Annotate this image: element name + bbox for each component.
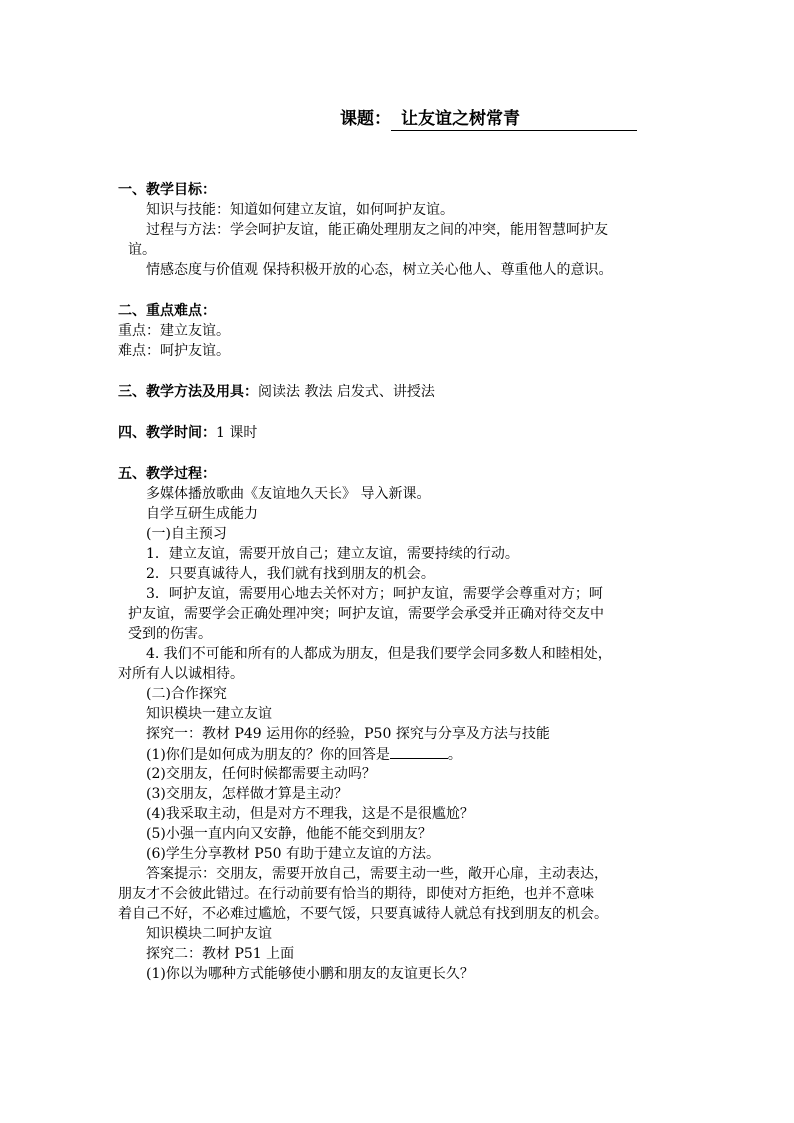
inquiry-two: 探究二：教材 P51 上面 [146,946,295,962]
spacer [118,443,684,464]
objective-process: 过程与方法：学会呵护友谊，能正确处理朋友之间的冲突，能用智慧呵护友 [146,222,608,238]
difficult-point: 难点：呵护友谊。 [118,343,230,359]
section-heading-time: 四、教学时间： [118,425,216,441]
question-item: (6)学生分享教材 P50 有助于建立友谊的方法。 [146,846,440,862]
question-text: (1)你们是如何成为朋友的？你的回答是 [146,747,390,763]
question-item: (4)我采取主动，但是对方不理我，这是不是很尴尬？ [146,806,474,822]
question-end: 。 [447,747,462,763]
preview-item: 4. 我们不可能和所有的人都成为朋友，但是我们要学会同多数人和睦相处， [146,646,612,662]
section-heading-methods: 三、教学方法及用具： [118,384,258,400]
objective-process-cont: 谊。 [128,242,156,258]
preview-item: 2．只要真诚待人，我们就有找到朋友的机会。 [146,566,435,582]
answer-hint: 答案提示：交朋友，需要开放自己，需要主动一些，敞开心扉，主动表达， [146,866,608,882]
process-preview-heading: (一)自主预习 [146,526,227,542]
preview-item-cont: 对所有人以诚相待。 [118,666,244,682]
section-methods [118,382,684,402]
answer-blank[interactable] [390,744,448,759]
module-two-heading: 知识模块二呵护友谊 [146,926,272,942]
process-intro: 多媒体播放歌曲《友谊地久天长》 导入新课。 [146,486,431,502]
preview-item: 1．建立友谊，需要开放自己；建立友谊，需要持续的行动。 [146,546,519,562]
lesson-title [340,104,637,131]
question-item: (5)小强一直内向又安静，他能不能交到朋友？ [146,826,432,842]
methods-text: 阅读法 教法 启发式、讲授法 [258,384,435,400]
key-point: 重点：建立友谊。 [118,323,230,339]
title-text: 让友谊之树常青 [391,108,637,131]
preview-item: 3．呵护友谊，需要用心地去关怀对方；呵护友谊，需要学会尊重对方；呵 [146,586,603,602]
question-item: (3)交朋友，怎样做才算是主动？ [146,786,348,802]
title-label: 课题： [340,109,391,129]
section-heading-objectives: 一、教学目标： [118,182,216,198]
question-item [118,744,684,764]
spacer [118,280,684,301]
question-item: (1)你以为哪种方式能够使小鹏和朋友的友谊更长久？ [146,966,474,982]
section-heading-process: 五、教学过程： [118,466,216,482]
module-one-heading: 知识模块一建立友谊 [146,706,272,722]
objective-knowledge: 知识与技能：知道如何建立友谊，如何呵护友谊。 [146,202,454,218]
document-body [118,180,684,984]
inquiry-one: 探究一：教材 P49 运用你的经验，P50 探究与分享及方法与技能 [146,726,550,742]
spacer [118,402,684,423]
section-heading-key-points: 二、重点难点： [118,303,216,319]
spacer [118,361,684,382]
answer-hint-cont: 着自己不好，不必难过尴尬，不要气馁，只要真诚待人就总有找到朋友的机会。 [118,906,608,922]
preview-item-cont: 受到的伤害。 [128,626,212,642]
process-subtitle: 自学互研生成能力 [146,506,258,522]
answer-hint-cont: 朋友才不会彼此错过。在行动前要有恰当的期待，即使对方拒绝，也并不意味 [118,886,594,902]
process-cooperation-heading: (二)合作探究 [146,686,227,702]
preview-item-cont: 护友谊，需要学会正确处理冲突；呵护友谊，需要学会承受并正确对待交友中 [128,606,604,622]
time-text: 1 课时 [216,425,258,441]
objective-attitude: 情感态度与价值观 保持积极开放的心态，树立关心他人、尊重他人的意识。 [146,262,613,278]
question-item: (2)交朋友，任何时候都需要主动吗？ [146,766,376,782]
section-time [118,423,684,443]
